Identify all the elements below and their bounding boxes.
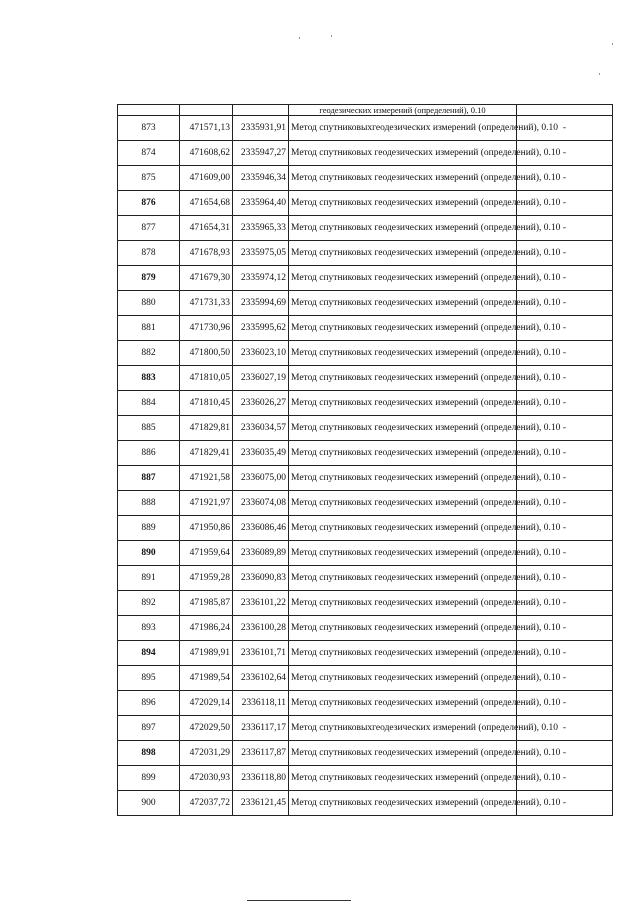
x-coordinate-cell: 471810,45 xyxy=(180,391,233,416)
y-coordinate-cell: 2336121,45 xyxy=(233,791,289,816)
point-number-cell: 882 xyxy=(118,341,180,366)
error-cell: - xyxy=(517,416,613,441)
method-cell: Метод спутниковых геодезических измерений (определений), 0.10 xyxy=(289,141,517,166)
y-coordinate-cell xyxy=(233,105,289,116)
error-cell: - xyxy=(517,766,613,791)
method-cell: Метод спутниковых геодезических измерений (определений), 0.10 xyxy=(289,691,517,716)
y-coordinate-cell: 2336118,80 xyxy=(233,766,289,791)
point-number-cell: 888 xyxy=(118,491,180,516)
point-number-cell: 880 xyxy=(118,291,180,316)
error-cell xyxy=(517,105,613,116)
scan-mark: · xyxy=(598,69,601,79)
y-coordinate-cell: 2335995,62 xyxy=(233,316,289,341)
method-cell: Метод спутниковых геодезических измерений (определений), 0.10 xyxy=(289,766,517,791)
method-cell: Метод спутниковых геодезических измерений (определений), 0.10 xyxy=(289,391,517,416)
method-cell: Метод спутниковых геодезических измерений (определений), 0.10 xyxy=(289,516,517,541)
y-coordinate-cell: 2336074,08 xyxy=(233,491,289,516)
error-cell: - xyxy=(517,466,613,491)
y-coordinate-cell: 2336075,00 xyxy=(233,466,289,491)
table-row xyxy=(118,391,613,416)
x-coordinate-cell: 472031,29 xyxy=(180,741,233,766)
x-coordinate-cell: 472030,93 xyxy=(180,766,233,791)
y-coordinate-cell: 2335931,91 xyxy=(233,116,289,141)
x-coordinate-cell: 472037,72 xyxy=(180,791,233,816)
error-cell: - xyxy=(517,316,613,341)
x-coordinate-cell: 471609,00 xyxy=(180,166,233,191)
error-cell: - xyxy=(517,491,613,516)
y-coordinate-cell: 2335994,69 xyxy=(233,291,289,316)
table-row xyxy=(118,216,613,241)
table-row xyxy=(118,791,613,816)
point-number-cell: 878 xyxy=(118,241,180,266)
table-row xyxy=(118,541,613,566)
error-cell: - xyxy=(517,616,613,641)
point-number-cell: 893 xyxy=(118,616,180,641)
x-coordinate-cell: 471986,24 xyxy=(180,616,233,641)
x-coordinate-cell: 471950,86 xyxy=(180,516,233,541)
x-coordinate-cell: 471959,64 xyxy=(180,541,233,566)
error-cell: - xyxy=(517,741,613,766)
x-coordinate-cell: 471571,13 xyxy=(180,116,233,141)
y-coordinate-cell: 2336101,22 xyxy=(233,591,289,616)
method-cell: геодезических измерений (определений), 0.10 xyxy=(289,105,517,116)
point-number-cell: 879 xyxy=(118,266,180,291)
x-coordinate-cell: 471810,05 xyxy=(180,366,233,391)
coordinates-table xyxy=(117,104,613,816)
y-coordinate-cell: 2335975,05 xyxy=(233,241,289,266)
x-coordinate-cell: 471921,97 xyxy=(180,491,233,516)
y-coordinate-cell: 2336089,89 xyxy=(233,541,289,566)
table-row xyxy=(118,416,613,441)
table-row xyxy=(118,116,613,141)
point-number-cell: 897 xyxy=(118,716,180,741)
point-number-cell: 885 xyxy=(118,416,180,441)
point-number-cell: 884 xyxy=(118,391,180,416)
table-row xyxy=(118,566,613,591)
y-coordinate-cell: 2335974,12 xyxy=(233,266,289,291)
error-cell: - xyxy=(517,716,613,741)
point-number-cell: 898 xyxy=(118,741,180,766)
method-cell: Метод спутниковых геодезических измерений (определений), 0.10 xyxy=(289,366,517,391)
x-coordinate-cell: 471989,91 xyxy=(180,641,233,666)
point-number-cell: 887 xyxy=(118,466,180,491)
x-coordinate-cell: 471829,81 xyxy=(180,416,233,441)
method-cell: Метод спутниковых геодезических измерений (определений), 0.10 xyxy=(289,241,517,266)
error-cell: - xyxy=(517,566,613,591)
table-row xyxy=(118,466,613,491)
table-row xyxy=(118,241,613,266)
y-coordinate-cell: 2336026,27 xyxy=(233,391,289,416)
method-cell: Метод спутниковых геодезических измерений (определений), 0.10 xyxy=(289,666,517,691)
error-cell: - xyxy=(517,116,613,141)
x-coordinate-cell: 471679,30 xyxy=(180,266,233,291)
table-row xyxy=(118,591,613,616)
x-coordinate-cell: 472029,50 xyxy=(180,716,233,741)
point-number-cell: 873 xyxy=(118,116,180,141)
table-row xyxy=(118,766,613,791)
y-coordinate-cell: 2336101,71 xyxy=(233,641,289,666)
table-row xyxy=(118,516,613,541)
point-number-cell: 876 xyxy=(118,191,180,216)
y-coordinate-cell: 2336023,10 xyxy=(233,341,289,366)
y-coordinate-cell: 2335965,33 xyxy=(233,216,289,241)
x-coordinate-cell xyxy=(180,105,233,116)
error-cell: - xyxy=(517,666,613,691)
error-cell: - xyxy=(517,391,613,416)
error-cell: - xyxy=(517,441,613,466)
x-coordinate-cell: 471730,96 xyxy=(180,316,233,341)
method-cell: Метод спутниковых геодезических измерений (определений), 0.10 xyxy=(289,791,517,816)
y-coordinate-cell: 2336090,83 xyxy=(233,566,289,591)
method-cell: Метод спутниковых геодезических измерений (определений), 0.10 xyxy=(289,616,517,641)
scan-mark: · xyxy=(611,39,614,49)
method-cell: Метод спутниковых геодезических измерений (определений), 0.10 xyxy=(289,216,517,241)
method-cell: Метод спутниковыхгеодезических измерений (определений), 0.10 xyxy=(289,116,517,141)
point-number-cell: 892 xyxy=(118,591,180,616)
y-coordinate-cell: 2336100,28 xyxy=(233,616,289,641)
y-coordinate-cell: 2336034,57 xyxy=(233,416,289,441)
table-row xyxy=(118,166,613,191)
point-number-cell: 874 xyxy=(118,141,180,166)
method-cell: Метод спутниковых геодезических измерений (определений), 0.10 xyxy=(289,341,517,366)
method-cell: Метод спутниковых геодезических измерений (определений), 0.10 xyxy=(289,591,517,616)
y-coordinate-cell: 2335964,40 xyxy=(233,191,289,216)
method-cell: Метод спутниковых геодезических измерений (определений), 0.10 xyxy=(289,166,517,191)
bottom-rule xyxy=(247,900,351,901)
error-cell: - xyxy=(517,216,613,241)
method-cell: Метод спутниковых геодезических измерений (определений), 0.10 xyxy=(289,291,517,316)
y-coordinate-cell: 2336027,19 xyxy=(233,366,289,391)
method-cell: Метод спутниковых геодезических измерений (определений), 0.10 xyxy=(289,541,517,566)
table-row xyxy=(118,366,613,391)
y-coordinate-cell: 2335946,34 xyxy=(233,166,289,191)
method-cell: Метод спутниковых геодезических измерений (определений), 0.10 xyxy=(289,566,517,591)
y-coordinate-cell: 2336086,46 xyxy=(233,516,289,541)
table-row xyxy=(118,616,613,641)
point-number-cell: 875 xyxy=(118,166,180,191)
y-coordinate-cell: 2336102,64 xyxy=(233,666,289,691)
table-row xyxy=(118,741,613,766)
point-number-cell: 881 xyxy=(118,316,180,341)
method-cell: Метод спутниковых геодезических измерений (определений), 0.10 xyxy=(289,266,517,291)
point-number-cell xyxy=(118,105,180,116)
error-cell: - xyxy=(517,191,613,216)
error-cell: - xyxy=(517,141,613,166)
method-cell: Метод спутниковых геодезических измерений (определений), 0.10 xyxy=(289,466,517,491)
table-row xyxy=(118,441,613,466)
x-coordinate-cell: 471731,33 xyxy=(180,291,233,316)
table-row xyxy=(118,191,613,216)
table-row xyxy=(118,491,613,516)
x-coordinate-cell: 471654,68 xyxy=(180,191,233,216)
error-cell: - xyxy=(517,241,613,266)
error-cell: - xyxy=(517,516,613,541)
error-cell: - xyxy=(517,266,613,291)
point-number-cell: 886 xyxy=(118,441,180,466)
error-cell: - xyxy=(517,366,613,391)
y-coordinate-cell: 2336118,11 xyxy=(233,691,289,716)
y-coordinate-cell: 2336117,17 xyxy=(233,716,289,741)
y-coordinate-cell: 2336035,49 xyxy=(233,441,289,466)
table-row xyxy=(118,141,613,166)
x-coordinate-cell: 471608,62 xyxy=(180,141,233,166)
point-number-cell: 895 xyxy=(118,666,180,691)
table-row xyxy=(118,716,613,741)
error-cell: - xyxy=(517,641,613,666)
scan-mark: · xyxy=(330,31,333,41)
error-cell: - xyxy=(517,591,613,616)
point-number-cell: 894 xyxy=(118,641,180,666)
x-coordinate-cell: 471800,50 xyxy=(180,341,233,366)
x-coordinate-cell: 471985,87 xyxy=(180,591,233,616)
table-row xyxy=(118,316,613,341)
error-cell: - xyxy=(517,166,613,191)
table-row xyxy=(118,266,613,291)
scan-mark: · xyxy=(298,33,301,43)
coordinates-table-body xyxy=(118,105,613,816)
point-number-cell: 891 xyxy=(118,566,180,591)
table-row xyxy=(118,641,613,666)
point-number-cell: 877 xyxy=(118,216,180,241)
x-coordinate-cell: 471829,41 xyxy=(180,441,233,466)
table-row xyxy=(118,341,613,366)
point-number-cell: 890 xyxy=(118,541,180,566)
point-number-cell: 883 xyxy=(118,366,180,391)
error-cell: - xyxy=(517,291,613,316)
table-row xyxy=(118,105,613,116)
x-coordinate-cell: 471989,54 xyxy=(180,666,233,691)
x-coordinate-cell: 471654,31 xyxy=(180,216,233,241)
method-cell: Метод спутниковых геодезических измерений (определений), 0.10 xyxy=(289,416,517,441)
x-coordinate-cell: 471678,93 xyxy=(180,241,233,266)
error-cell: - xyxy=(517,791,613,816)
table-row xyxy=(118,666,613,691)
method-cell: Метод спутниковых геодезических измерений (определений), 0.10 xyxy=(289,491,517,516)
x-coordinate-cell: 471921,58 xyxy=(180,466,233,491)
point-number-cell: 899 xyxy=(118,766,180,791)
method-cell: Метод спутниковых геодезических измерений (определений), 0.10 xyxy=(289,741,517,766)
method-cell: Метод спутниковых геодезических измерений (определений), 0.10 xyxy=(289,316,517,341)
y-coordinate-cell: 2335947,27 xyxy=(233,141,289,166)
point-number-cell: 896 xyxy=(118,691,180,716)
error-cell: - xyxy=(517,691,613,716)
table-row xyxy=(118,291,613,316)
x-coordinate-cell: 472029,14 xyxy=(180,691,233,716)
table-row xyxy=(118,691,613,716)
error-cell: - xyxy=(517,341,613,366)
x-coordinate-cell: 471959,28 xyxy=(180,566,233,591)
method-cell: Метод спутниковых геодезических измерений (определений), 0.10 xyxy=(289,441,517,466)
point-number-cell: 900 xyxy=(118,791,180,816)
method-cell: Метод спутниковыхгеодезических измерений (определений), 0.10 xyxy=(289,716,517,741)
method-cell: Метод спутниковых геодезических измерений (определений), 0.10 xyxy=(289,641,517,666)
error-cell: - xyxy=(517,541,613,566)
point-number-cell: 889 xyxy=(118,516,180,541)
y-coordinate-cell: 2336117,87 xyxy=(233,741,289,766)
method-cell: Метод спутниковых геодезических измерений (определений), 0.10 xyxy=(289,191,517,216)
